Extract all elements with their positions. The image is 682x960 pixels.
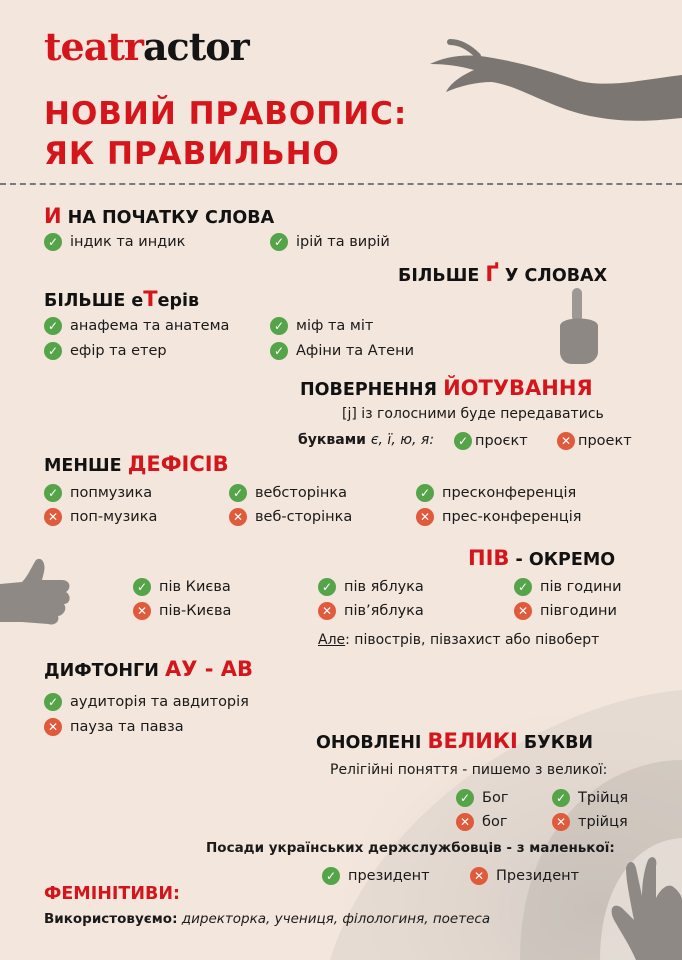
list-item: ✓ міф та міт bbox=[270, 317, 373, 335]
section-title-g-letter: БІЛЬШЕ Ґ У СЛОВАХ bbox=[398, 262, 608, 286]
list-item: ✓ проєкт bbox=[454, 432, 528, 450]
check-icon: ✓ bbox=[133, 578, 151, 596]
check-icon: ✓ bbox=[270, 317, 288, 335]
officials-rule: Посади українських держслужбовців - з маленької: bbox=[206, 840, 615, 856]
check-icon: ✓ bbox=[552, 789, 570, 807]
list-item: ✓ пів години bbox=[514, 578, 622, 596]
check-icon: ✓ bbox=[44, 233, 62, 251]
cross-icon: ✕ bbox=[416, 508, 434, 526]
list-item: ✓ пресконференція bbox=[416, 484, 576, 502]
cross-icon: ✕ bbox=[557, 432, 575, 450]
list-item: ✓ вебсторінка bbox=[229, 484, 347, 502]
check-icon: ✓ bbox=[44, 484, 62, 502]
list-item: ✓ пів яблука bbox=[318, 578, 424, 596]
iotation-letters: буквами є, ї, ю, я: bbox=[298, 432, 435, 448]
dashed-divider bbox=[0, 183, 682, 185]
cross-icon: ✕ bbox=[318, 602, 336, 620]
section-title-capital-letters: ОНОВЛЕНІ ВЕЛИКІ БУКВИ bbox=[316, 729, 594, 753]
list-item: ✕ прес-конференція bbox=[416, 508, 581, 526]
check-icon: ✓ bbox=[229, 484, 247, 502]
reaching-hand-illustration bbox=[420, 20, 682, 130]
list-item: ✕ пів-Києва bbox=[133, 602, 231, 620]
list-item: ✕ пауза та павза bbox=[44, 718, 184, 736]
section-title-iotation: ПОВЕРНЕННЯ ЙОТУВАННЯ bbox=[300, 376, 593, 400]
cross-icon: ✕ bbox=[456, 813, 474, 831]
list-item: ✕ веб-сторінка bbox=[229, 508, 352, 526]
list-item: ✓ ефір та етер bbox=[44, 342, 167, 360]
thumbs-up-illustration bbox=[0, 556, 72, 626]
headline-line1: НОВИЙ ПРАВОПИС: bbox=[44, 96, 408, 132]
list-item: ✕ Президент bbox=[470, 867, 579, 885]
cross-icon: ✕ bbox=[470, 867, 488, 885]
list-item: ✕ півгодини bbox=[514, 602, 617, 620]
check-icon: ✓ bbox=[416, 484, 434, 502]
check-icon: ✓ bbox=[456, 789, 474, 807]
section-title-feminitives: ФЕМІНІТИВИ: bbox=[44, 884, 180, 904]
cross-icon: ✕ bbox=[552, 813, 570, 831]
pointing-finger-illustration bbox=[556, 286, 602, 366]
check-icon: ✓ bbox=[270, 233, 288, 251]
list-item: ✕ пів’яблука bbox=[318, 602, 424, 620]
section-title-diphthongs: ДИФТОНГИ АУ - АВ bbox=[44, 657, 253, 681]
section-title-hyphens: МЕНШЕ ДЕФІСІВ bbox=[44, 452, 229, 476]
religious-rule: Релігійні поняття - пишемо з великої: bbox=[330, 762, 608, 778]
brand-logo bbox=[44, 24, 249, 69]
headline-line2: ЯК ПРАВИЛЬНО bbox=[44, 136, 340, 172]
check-icon: ✓ bbox=[318, 578, 336, 596]
list-item: ✓ ірій та вирій bbox=[270, 233, 390, 251]
list-item: ✓ президент bbox=[322, 867, 430, 885]
check-icon: ✓ bbox=[322, 867, 340, 885]
brand-logo-part2: actor bbox=[142, 24, 249, 69]
brand-logo-part1: teatr bbox=[44, 24, 143, 69]
list-item: ✕ трійця bbox=[552, 813, 628, 831]
cross-icon: ✕ bbox=[44, 718, 62, 736]
check-icon: ✓ bbox=[44, 342, 62, 360]
check-icon: ✓ bbox=[44, 693, 62, 711]
list-item: ✕ поп-музика bbox=[44, 508, 157, 526]
iotation-rule: [j] із голосними буде передаватись bbox=[342, 406, 604, 422]
list-item: ✓ Трійця bbox=[552, 789, 628, 807]
section-title-piv: ПІВ - ОКРЕМО bbox=[468, 546, 616, 570]
piv-exception-note: Але: півострів, півзахист або півоберт bbox=[318, 632, 600, 648]
cross-icon: ✕ bbox=[229, 508, 247, 526]
list-item: ✓ аудиторія та авдиторія bbox=[44, 693, 249, 711]
section-title-y-start: И НА ПОЧАТКУ СЛОВА bbox=[44, 204, 275, 228]
check-icon: ✓ bbox=[514, 578, 532, 596]
list-item: ✓ попмузика bbox=[44, 484, 152, 502]
check-icon: ✓ bbox=[270, 342, 288, 360]
section-title-more-t: БІЛЬШЕ еТерів bbox=[44, 287, 200, 311]
check-icon: ✓ bbox=[44, 317, 62, 335]
cross-icon: ✕ bbox=[514, 602, 532, 620]
open-hand-illustration bbox=[600, 850, 682, 960]
cross-icon: ✕ bbox=[133, 602, 151, 620]
list-item: ✓ Афіни та Атени bbox=[270, 342, 414, 360]
feminitives-examples: Використовуємо: директорка, учениця, філологиня, поетеса bbox=[44, 911, 491, 927]
list-item: ✕ бог bbox=[456, 813, 507, 831]
list-item: ✓ пів Києва bbox=[133, 578, 231, 596]
check-icon: ✓ bbox=[454, 432, 472, 450]
cross-icon: ✕ bbox=[44, 508, 62, 526]
list-item: ✓ Бог bbox=[456, 789, 508, 807]
list-item: ✕ проект bbox=[557, 432, 632, 450]
list-item: ✓ анафема та анатема bbox=[44, 317, 229, 335]
list-item: ✓ індик та индик bbox=[44, 233, 185, 251]
